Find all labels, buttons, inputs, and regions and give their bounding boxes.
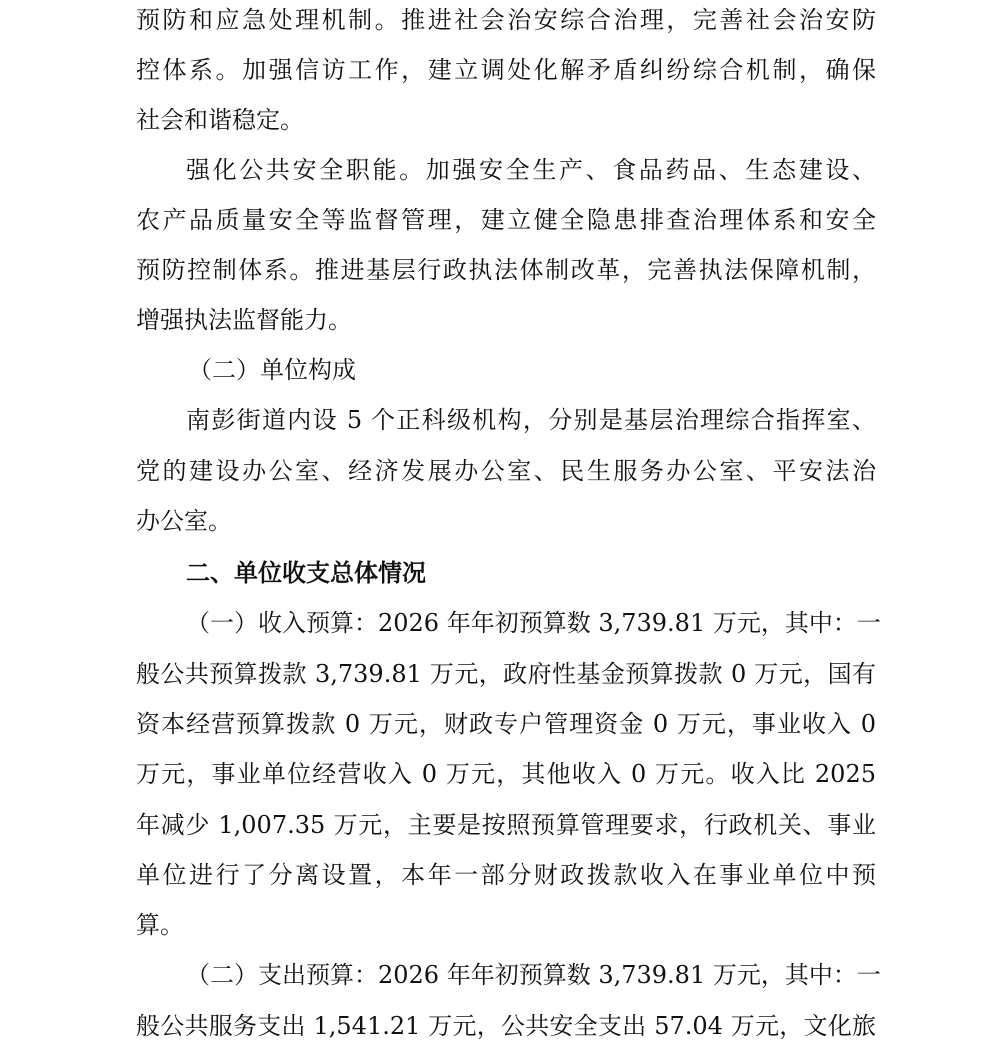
text-line: 预防和应急处理机制。推进社会治安综合治理，完善社会治安防 — [136, 6, 876, 34]
text-line: 增强执法监督能力。 — [136, 306, 352, 334]
text-line: 办公室。 — [136, 507, 232, 535]
text-line: 农产品质量安全等监督管理，建立健全隐患排查治理体系和安全 — [136, 206, 876, 234]
text-line: 般公共预算拨款 3,739.81 万元，政府性基金预算拨款 0 万元，国有 — [136, 660, 876, 688]
text-line: 强化公共安全职能。加强安全生产、食品药品、生态建设、 — [186, 156, 876, 184]
text-line: 预防控制体系。推进基层行政执法体制改革，完善执法保障机制， — [136, 256, 876, 284]
section-heading: 二、单位收支总体情况 — [186, 558, 426, 587]
text-line: （一）收入预算：2026 年年初预算数 3,739.81 万元，其中：一 — [186, 609, 881, 637]
text-line: 年减少 1,007.35 万元，主要是按照预算管理要求，行政机关、事业 — [136, 811, 876, 839]
text-line: 控体系。加强信访工作，建立调处化解矛盾纠纷综合机制，确保 — [136, 56, 876, 84]
subheading-unit-composition: （二）单位构成 — [188, 356, 356, 384]
text-line: 党的建设办公室、经济发展办公室、民生服务办公室、平安法治 — [136, 457, 876, 485]
text-line: 般公共服务支出 1,541.21 万元，公共安全支出 57.04 万元，文化旅 — [136, 1012, 876, 1040]
text-line: 万元，事业单位经营收入 0 万元，其他收入 0 万元。收入比 2025 — [136, 760, 876, 788]
text-line: 南彭街道内设 5 个正科级机构，分别是基层治理综合指挥室、 — [186, 406, 876, 434]
text-line: （二）支出预算：2026 年年初预算数 3,739.81 万元，其中：一 — [186, 961, 881, 989]
text-line: 算。 — [136, 911, 184, 939]
text-line: 社会和谐稳定。 — [136, 106, 304, 134]
text-line: 资本经营预算拨款 0 万元，财政专户管理资金 0 万元，事业收入 0 — [136, 710, 876, 738]
text-line: 单位进行了分离设置，本年一部分财政拨款收入在事业单位中预 — [136, 861, 876, 889]
